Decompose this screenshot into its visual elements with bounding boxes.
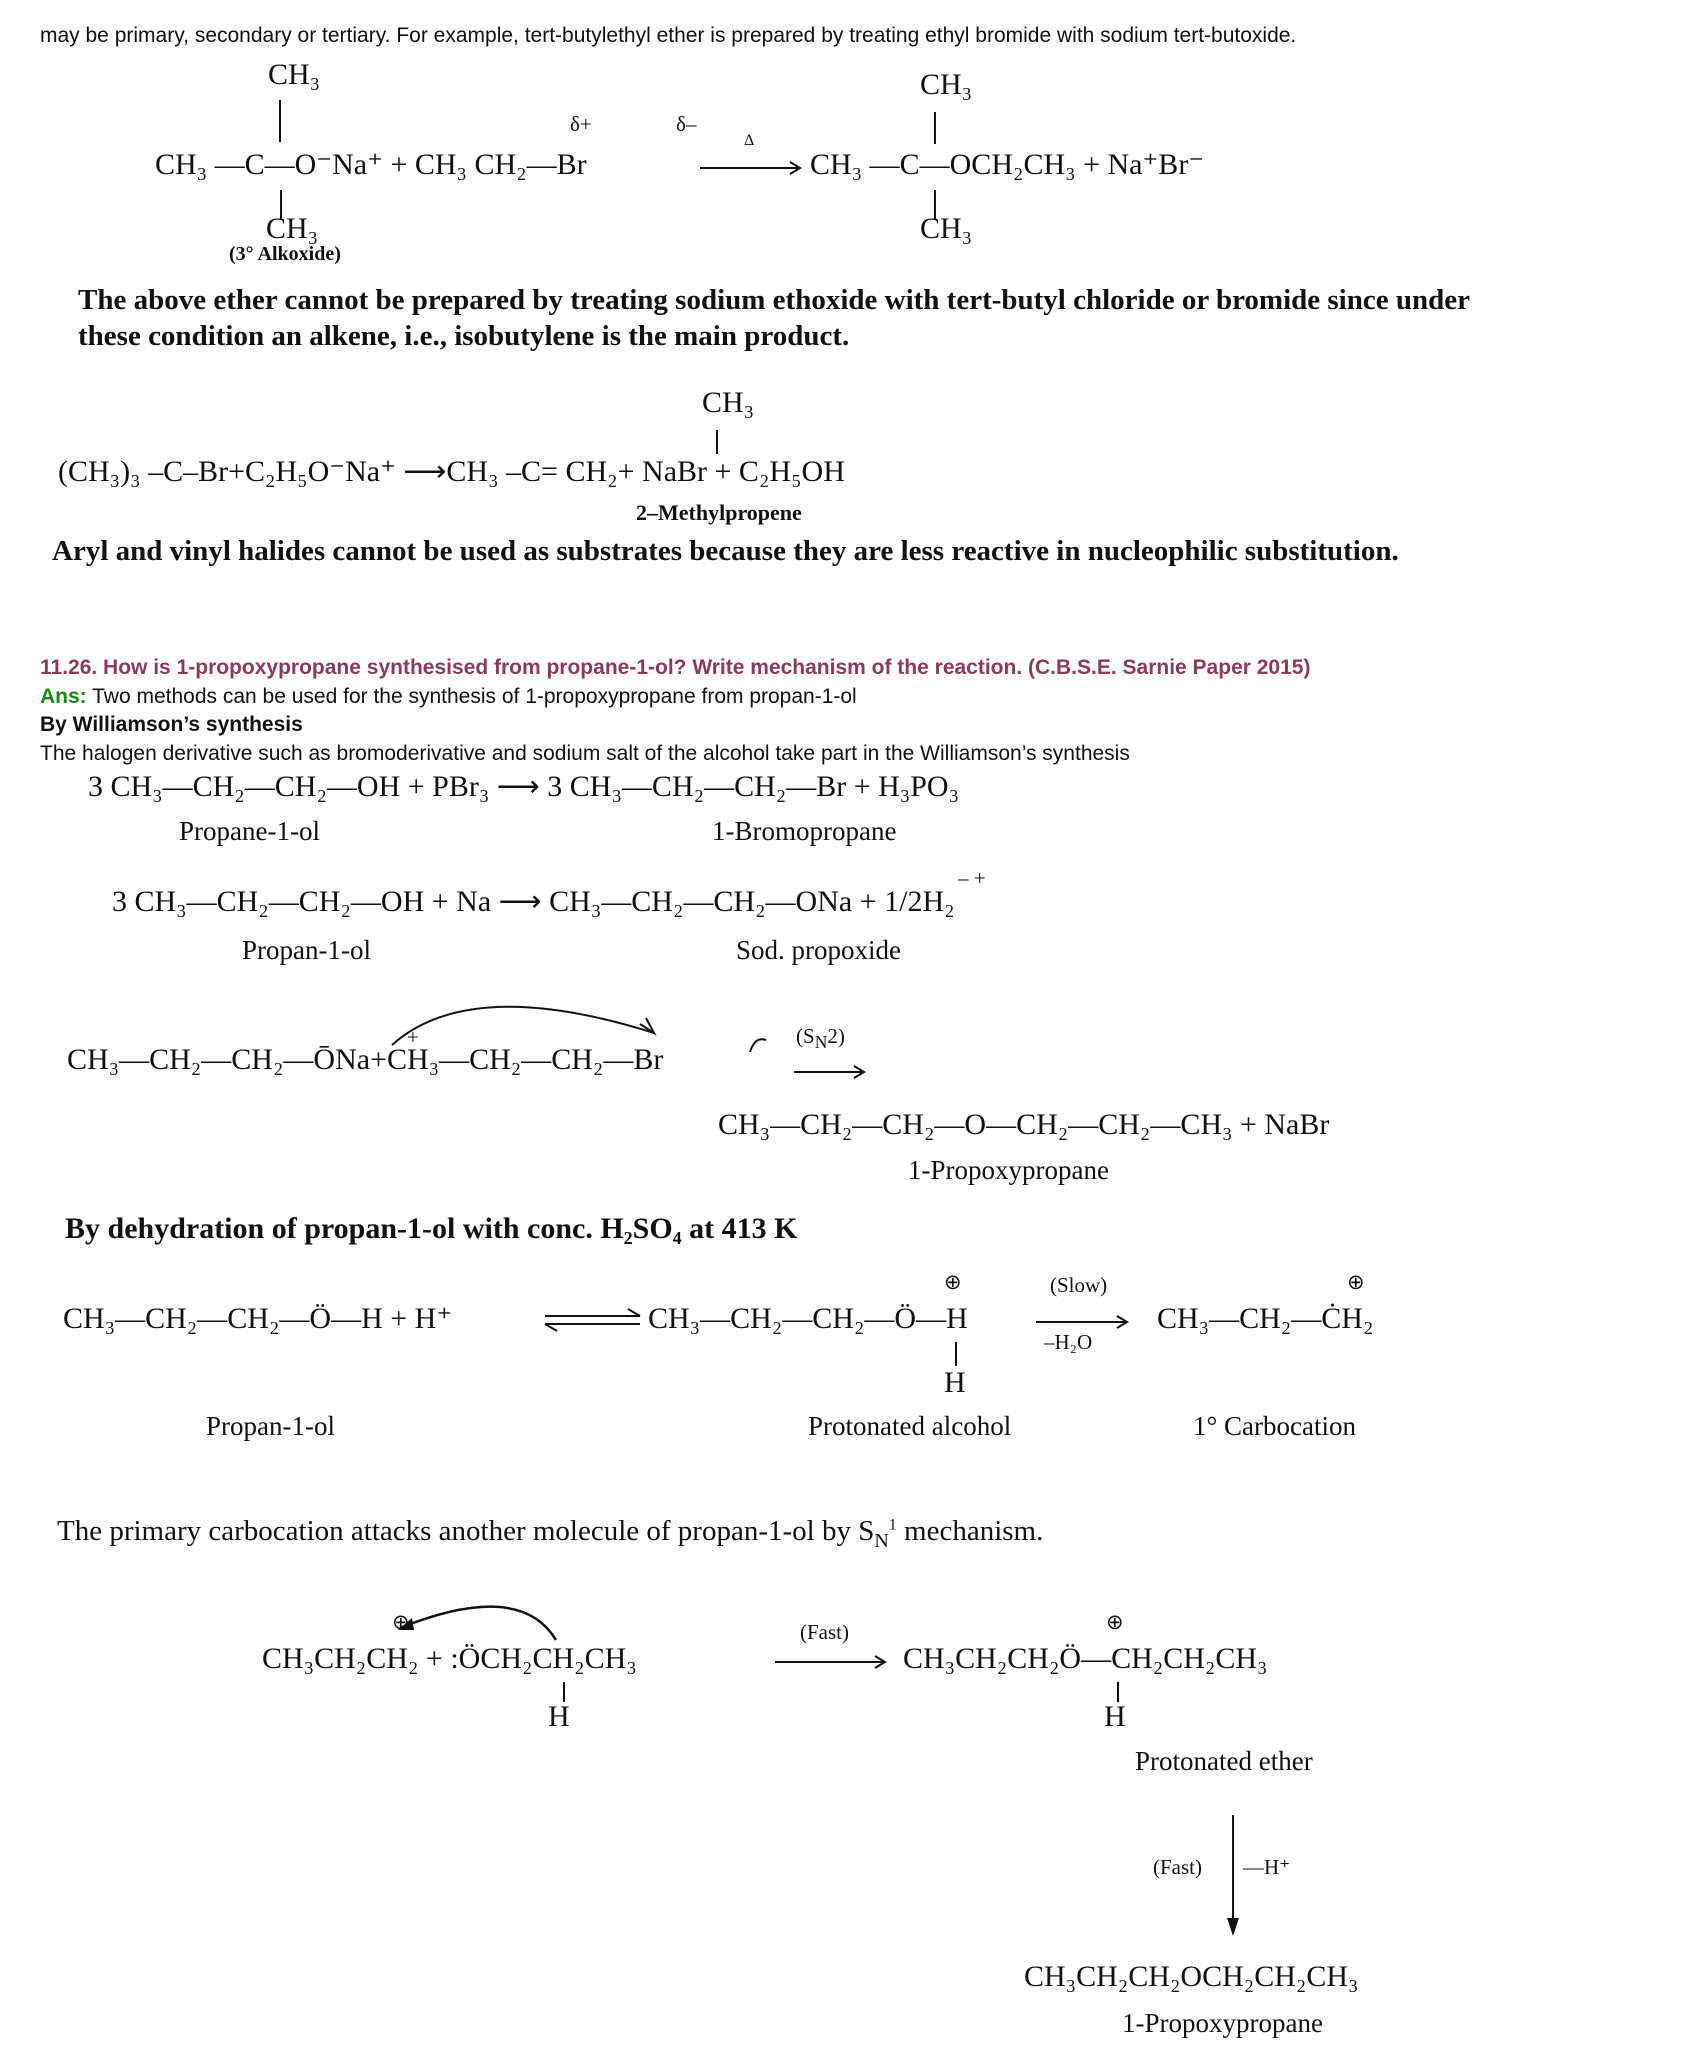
oplus-charge-right: ⊕ bbox=[1347, 1270, 1365, 1294]
minus-water: –H₂O bbox=[1044, 1330, 1093, 1354]
oplus-charge-left: ⊕ bbox=[392, 1610, 410, 1634]
methylpropene-label: 2–Methylpropene bbox=[636, 500, 802, 525]
eq2-top-ch3: CH₃ bbox=[702, 386, 755, 419]
halogen-text: The halogen derivative such as bromoderivative and sodium salt of the alcohol take part in the Williamson’s synthesis bbox=[40, 742, 1130, 765]
eq6-label-left: Propan-1-ol bbox=[206, 1411, 335, 1441]
eq5-product-label: 1-Propoxypropane bbox=[908, 1155, 1109, 1185]
eq5-main: CH₃—CH₂—CH₂—ŌNa+CH₃—CH₂—CH₂—Br bbox=[67, 1043, 664, 1076]
eq7-left: CH₃CH₂CH₂ + :ÖCH₂CH₂CH₃ bbox=[262, 1642, 637, 1675]
eq6-left: CH₃—CH₂—CH₂—Ö—H + H⁺ bbox=[63, 1302, 453, 1335]
sn1-text-end: mechanism. bbox=[896, 1515, 1044, 1547]
alkoxide-label: (3° Alkoxide) bbox=[229, 243, 341, 265]
eq1-right-bottom-ch3: CH₃ bbox=[920, 212, 973, 245]
eq3-main: 3 CH₃—CH₂—CH₂—OH + PBr₃ ⟶ 3 CH₃—CH₂—CH₂—Br + H₃PO₃ bbox=[88, 770, 960, 803]
delta-plus: δ+ bbox=[570, 112, 592, 136]
fast-label: (Fast) bbox=[800, 1620, 849, 1644]
eq6-right: CH₃—CH₂—ĊH₂ bbox=[1157, 1302, 1374, 1335]
bond-line bbox=[563, 1682, 565, 1702]
paragraph-ether-limitation: The above ether cannot be prepared by treating sodium ethoxide with tert-butyl chloride or bromide since under these condition an alkene, i.e., isobutylene is the main product. bbox=[78, 284, 1470, 352]
sn2-s: (S bbox=[796, 1024, 815, 1048]
eq7-left-h: H bbox=[548, 1700, 570, 1733]
eq1-products: CH₃ —C—OCH₂CH₃ + Na⁺Br⁻ bbox=[810, 148, 1205, 181]
eq6-h-below: H bbox=[944, 1366, 966, 1399]
eq1-right-top-ch3: CH₃ bbox=[920, 68, 973, 101]
minus-h-label: —H⁺ bbox=[1243, 1855, 1291, 1879]
eq5-product: CH₃—CH₂—CH₂—O—CH₂—CH₂—CH₃ + NaBr bbox=[718, 1108, 1330, 1141]
eq3-label-right: 1-Bromopropane bbox=[712, 816, 897, 846]
eq4-label-right: Sod. propoxide bbox=[736, 935, 901, 965]
dehydration-heading: By dehydration of propan-1-ol with conc. H₂SO₄ at 413 K bbox=[65, 1212, 798, 1245]
sn1-sup: 1 bbox=[888, 1516, 897, 1534]
sn2-end: 2) bbox=[827, 1024, 845, 1048]
fast-label-down: (Fast) bbox=[1153, 1855, 1202, 1879]
protonated-ether-label: Protonated ether bbox=[1135, 1746, 1313, 1776]
eq4-main: 3 CH₃—CH₂—CH₂—OH + Na ⟶ CH₃—CH₂—CH₂—ONa + 1/2H₂ bbox=[112, 885, 955, 918]
eq1-reactants: CH₃ —C—O⁻Na⁺ + CH₃ CH₂—Br bbox=[155, 148, 587, 181]
oplus-charge: ⊕ bbox=[944, 1270, 962, 1294]
oplus-charge-ether: ⊕ bbox=[1106, 1610, 1124, 1634]
final-product-label: 1-Propoxypropane bbox=[1122, 2008, 1323, 2038]
eq6-label-middle: Protonated alcohol bbox=[808, 1411, 1012, 1441]
eq6-label-right: 1° Carbocation bbox=[1193, 1411, 1357, 1441]
eq3-label-left: Propane-1-ol bbox=[179, 816, 320, 846]
sn1-sub: N bbox=[874, 1529, 889, 1552]
eq7-right-h: H bbox=[1104, 1700, 1126, 1733]
eq1-top-ch3: CH₃ bbox=[268, 58, 321, 91]
eq4-charges: – + bbox=[958, 866, 986, 890]
answer-text: Two methods can be used for the synthesis of 1-propoxypropane from propan-1-ol bbox=[86, 685, 857, 708]
eq2-main: (CH₃)₃ –C–Br+C₂H₅O⁻Na⁺ ⟶CH₃ –C= CH₂+ NaBr + C₂H₅OH bbox=[58, 455, 845, 488]
delta-minus: δ– bbox=[676, 112, 697, 136]
williamson-heading: By Williamson’s synthesis bbox=[40, 713, 303, 736]
slow-label: (Slow) bbox=[1050, 1273, 1108, 1297]
intro-text: may be primary, secondary or tertiary. For example, tert-butylethyl ether is prepared by treating ethyl bromide with sodium tert-butoxide. bbox=[40, 24, 1297, 47]
paragraph-aryl-vinyl: Aryl and vinyl halides cannot be used as substrates because they are less reactive in nucleophilic substitution. bbox=[52, 535, 1399, 567]
plus-charge: + bbox=[407, 1025, 419, 1049]
answer-label: Ans: bbox=[40, 685, 87, 708]
heat-symbol: Δ bbox=[744, 132, 755, 149]
sn2-n: N bbox=[814, 1032, 828, 1053]
eq4-label-left: Propan-1-ol bbox=[242, 935, 371, 965]
eq1-bottom-ch3: CH₃ bbox=[266, 212, 319, 245]
final-product-formula: CH₃CH₂CH₂OCH₂CH₂CH₃ bbox=[1024, 1960, 1359, 1993]
eq6-middle: CH₃—CH₂—CH₂—Ö—H bbox=[648, 1302, 968, 1335]
question-heading: 11.26. How is 1-propoxypropane synthesised from propane-1-ol? Write mechanism of the reaction. (C.B.S.E. Sarnie Paper 2015) bbox=[40, 656, 1311, 679]
bond-line bbox=[1117, 1682, 1119, 1702]
sn1-text-main: The primary carbocation attacks another molecule of propan-1-ol by S bbox=[57, 1515, 875, 1547]
eq7-right: CH₃CH₂CH₂Ö—CH₂CH₂CH₃ bbox=[903, 1642, 1268, 1675]
